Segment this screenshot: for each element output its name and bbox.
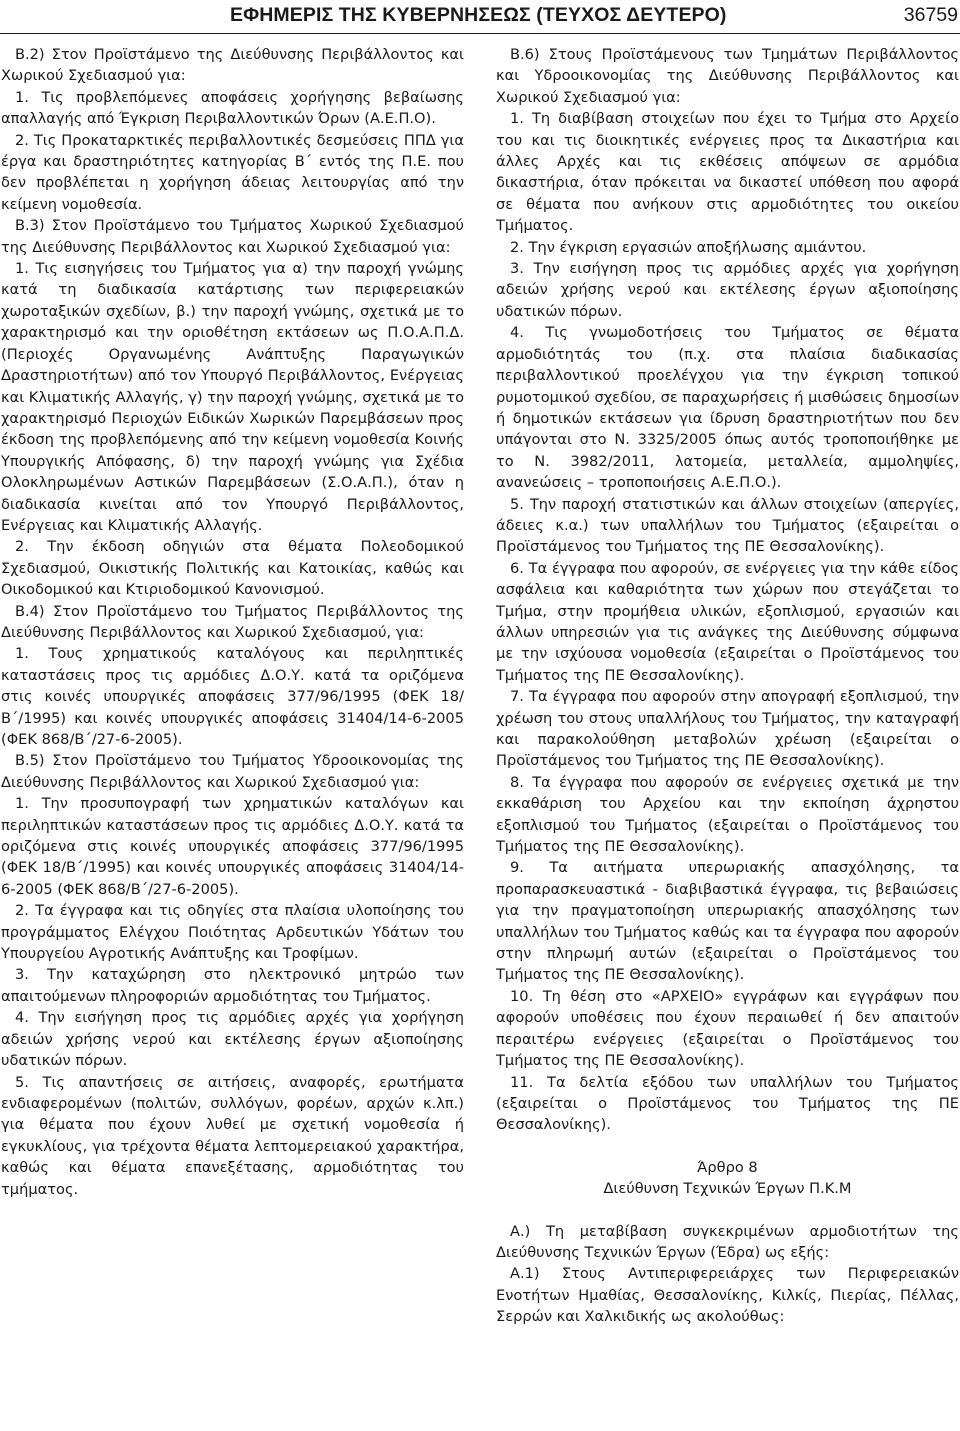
spacer — [496, 1136, 959, 1157]
paragraph: 10. Τη θέση στο «ΑΡΧΕΙΟ» εγγράφων και εγγράφων που αφορούν υποθέσεις που έχουν περαιωθεί ή δεν απαιτούν περαιτέρω ενέργειες (εξαιρείται ο Προϊστάμενος του Τμήματος της ΠΕ Θεσσαλονίκης). — [496, 987, 959, 1070]
paragraph: 6. Τα έγγραφα που αφορούν, σε ενέργειες για την κάθε είδος ασφάλεια και καθαριότητα των χώρων που στεγάζεται το Τμήμα, στην προμήθεια υλικών, εξοπλισμού, εργασιών και άλλων υπηρεσιών για τις ανάγκες της Διεύθυνσης σύμφωνα με την ισχύουσα νομοθεσία (εξαιρείται ο Προϊστάμενος του Τμήματος της ΠΕ Θεσσαλονίκης). — [496, 559, 959, 684]
paragraph: 4. Την εισήγηση προς τις αρμόδιες αρχές για χορήγηση αδειών χρήσης νερού και εκτέλεσης έργων αξιοποίησης υδατικών πόρων. — [1, 1009, 464, 1070]
paragraph: 8. Τα έγγραφα που αφορούν σε ενέργειες σχετικά με την εκκαθάριση του Αρχείου και την εκποίηση άχρηστου εξοπλισμού του Τμήματος (εξαιρείται ο Προϊστάμενος του Τμήματος της ΠΕ Θεσσαλονίκης). — [496, 773, 959, 856]
paragraph: 2. Τις Προκαταρκτικές περιβαλλοντικές δεσμεύσεις ΠΠΔ για έργα και δραστηριότητες κατηγορίας Β΄ εντός της Π.Ε. που δεν προβλέπεται η χορήγηση άδειας λειτουργίας από την κείμενη νομοθεσία. — [1, 131, 464, 213]
paragraph: 1. Τις εισηγήσεις του Τμήματος για α) την παροχή γνώμης κατά τη διαδικασία κατάρτισης των περιφερειακών χωροταξικών σχεδίων, β.) την παροχή γνώμης, σχετικά με το χαρακτηρισμό και την οριοθέτηση εκτάσεων ως Π.Ο.Α.Π.Δ. (Περιοχές Οργανωμένης Ανάπτυξης Παραγωγικών Δραστηριοτήτων) από τον Υπουργό Περιβάλλοντος, Ενέργειας και Κλιματικής Αλλαγής, γ) την παροχή γνώμης, σχετικά με το χαρακτηρισμό Περιοχών Ειδικών Χωρικών Παρεμβάσεων προς έκδοση της προβλεπόμενης από την κείμενη νομοθεσία Κοινής Υπουργικής Απόφασης, δ) την παροχή γνώμης για Σχέδια Ολοκληρωμένων Αστικών Παρεμβάσεων (Σ.Ο.Α.Π.), όταν η διαδικασία κινείται από τον Υπουργό Περιβάλλοντος, Ενέργειας και Κλιματικής Αλλαγής. — [1, 260, 465, 534]
paragraph: Β.3) Στον Προϊστάμενο του Τμήματος Χωρικού Σχεδιασμού της Διεύθυνσης Περιβάλλοντος και Χωρικού Σχεδιασμού για: — [1, 217, 464, 256]
paragraph: Β.2) Στον Προϊστάμενο της Διεύθυνσης Περιβάλλοντος και Χωρικού Σχεδιασμού για: — [1, 46, 464, 85]
paragraph: 5. Την παροχή στατιστικών και άλλων στοιχείων (απεργίες, άδειες κ.α.) των υπαλλήλων του Τμήματος (εξαιρείται ο Προϊστάμενος του Τμήματος της ΠΕ Θεσσαλονίκης). — [496, 495, 959, 556]
paragraph: 1. Την προσυπογραφή των χρηματικών καταλόγων και περιληπτικών καταστάσεων προς τις αρμόδιες Δ.Ο.Υ. κατά τα οριζόμενα στις κοινές υπουργικές αποφάσεις 377/96/1995 (ΦΕΚ 18/Β΄/1995) και κοινές υπουργικές αποφάσεις 31404/14-6-2005 (ΦΕΚ 868/Β΄/27-6-2005). — [1, 795, 464, 898]
header-rule — [0, 33, 960, 34]
paragraph: 5. Τις απαντήσεις σε αιτήσεις, αναφορές, ερωτήματα ενδιαφερομένων (πολιτών, συλλόγων, φορέων, αρχών κ.λπ.) για θέματα που έχουν λυθεί με σχετική νομοθεσία ή εγκυκλίους, για τρέχοντα θέματα λεπτομερειακού χαρακτήρα, καθώς και θέματα επανεξέτασης, αρμοδιότητας του τμήματος. — [1, 1073, 464, 1198]
article-title: Άρθρο 8 — [697, 1158, 758, 1176]
page-number: 36759 — [903, 4, 958, 26]
paragraph: 7. Τα έγγραφα που αφορούν στην απογραφή εξοπλισμού, την χρέωση του στους υπαλλήλους του Τμήματος, την καταγραφή και παρακολούθηση μεταβολών χρέωση (εξαιρείται ο Προϊστάμενος του Τμήματος της ΠΕ Θεσσαλονίκης). — [496, 688, 959, 770]
paragraph: Β.6) Στους Προϊστάμενους των Τμημάτων Περιβάλλοντος και Υδροοικονομίας της Διεύθυνσης Περιβάλλοντος και Χωρικού Σχεδιασμού για: — [496, 46, 959, 106]
paragraph: 11. Τα δελτία εξόδου των υπαλλήλων του Τμήματος (εξαιρείται ο Προϊστάμενος του Τμήματος της ΠΕ Θεσσαλονίκης). — [496, 1073, 959, 1134]
paragraph: Α.) Τη μεταβίβαση συγκεκριμένων αρμοδιοτήτων της Διεύθυνσης Τεχνικών Έργων (Έδρα) ως εξής: — [496, 1222, 959, 1261]
paragraph: Β.4) Στον Προϊστάμενο του Τμήματος Περιβάλλοντος της Διεύθυνσης Περιβάλλοντος και Χωρικού Σχεδιασμού, για: — [1, 602, 464, 641]
paragraph: 1. Τη διαβίβαση στοιχείων που έχει το Τμήμα στο Αρχείο του και τις διοικητικές ενέργειες προς τα Δικαστήρια και άλλες Αρχές και τις εκθέσεις απόψεων σε αρμόδια δικαστήρια, όταν πρόκειται να δικαστεί υπόθεση που αφορά σε θέματα που ανήκουν στις αρμοδιότητες του οικείου Τμήματος. — [496, 110, 959, 235]
paragraph: 9. Τα αιτήματα υπερωριακής απασχόλησης, τα προπαρασκευαστικά - διαβιβαστικά έγγραφα, τις βεβαιώσεις για την πραγματοποίηση υπερωριακής απασχόλησης των υπαλλήλων του Τμήματος καθώς και τα έγγραφα που αφορούν στην πληρωμή αυτών (εξαιρείται ο Προϊστάμενος του Τμήματος της ΠΕ Θεσσαλονίκης). — [496, 859, 959, 984]
left-column — [1, 44, 464, 1200]
paragraph: 2. Την έγκριση εργασιών αποξήλωσης αμιάντου. — [510, 238, 867, 256]
right-column — [496, 44, 959, 1328]
paragraph: 2. Την έκδοση οδηγιών στα θέματα Πολεοδομικού Σχεδιασμού, Οικιστικής Πολιτικής και Κατοικίας, καθώς και Οικοδομικού και Κτιριοδομικού Κανονισμού. — [1, 538, 464, 599]
spacer — [496, 1200, 959, 1221]
paragraph: 3. Την εισήγηση προς τις αρμόδιες αρχές για χορήγηση αδειών χρήσης νερού και εκτέλεσης έργων αξιοποίησης υδατικών πόρων. — [496, 260, 959, 320]
paragraph: 1. Τους χρηματικούς καταλόγους και περιληπτικές καταστάσεις προς τις αρμόδιες Δ.Ο.Υ. κατά τα οριζόμενα στις κοινές υπουργικές αποφάσεις 377/96/1995 (ΦΕΚ 18/Β΄/1995) και κοινές υπουργικές αποφάσεις 31404/14-6-2005 (ΦΕΚ 868/Β΄/27-6-2005). — [1, 645, 464, 748]
article-subtitle: Διεύθυνση Τεχνικών Έργων Π.Κ.Μ — [603, 1180, 852, 1198]
page-header — [0, 0, 960, 36]
paragraph: Β.5) Στον Προϊστάμενο του Τμήματος Υδροοικονομίας της Διεύθυνσης Περιβάλλοντος και Χωρικού Σχεδιασμού για: — [1, 752, 464, 791]
gazette-title: ΕΦΗΜΕΡΙΣ ΤΗΣ ΚΥΒΕΡΝΗΣΕΩΣ (ΤΕΥΧΟΣ ΔΕΥΤΕΡΟ) — [230, 4, 727, 26]
paragraph: 2. Τα έγγραφα και τις οδηγίες στα πλαίσια υλοποίησης του προγράμματος Ελέγχου Ποιότητας Αρδευτικών Υδάτων του Υπουργείου Αγροτικής Ανάπτυξης και Τροφίμων. — [1, 902, 464, 963]
paragraph: 1. Τις προβλεπόμενες αποφάσεις χορήγησης βεβαίωσης απαλλαγής από Έγκριση Περιβαλλοντικών Όρων (Α.Ε.Π.Ο). — [1, 88, 464, 128]
paragraph: Α.1) Στους Αντιπεριφερειάρχες των Περιφερειακών Ενοτήτων Ημαθίας, Θεσσαλονίκης, Κιλκίς, Πιερίας, Πέλλας, Σερρών και Χαλκιδικής ως ακολούθως: — [496, 1265, 959, 1326]
paragraph: 3. Την καταχώρηση στο ηλεκτρονικό μητρώο των απαιτούμενων πληροφοριών αρμοδιότητας του Τμήματος. — [1, 966, 464, 1005]
paragraph: 4. Τις γνωμοδοτήσεις του Τμήματος σε θέματα αρμοδιότητάς του (π.χ. στα πλαίσια διαδικασίας περιβαλλοντικού προελέγχου για την έγκριση τοπικού ρυμοτομικού σχεδίου, σε παραχωρήσεις ή μισθώσεις δημοσίων ή δημοτικών εκτάσεων για ίδρυση δραστηριοτήτων που δεν υπάγονται στο Ν. 3325/2005 όπως αυτός τροποποιήθηκε με το Ν. 3982/2011, λατομεία, μεταλλεία, αμμοληψίες, ανανεώσεις – τροποποιήσεις Α.Ε.Π.Ο.). — [496, 324, 959, 492]
